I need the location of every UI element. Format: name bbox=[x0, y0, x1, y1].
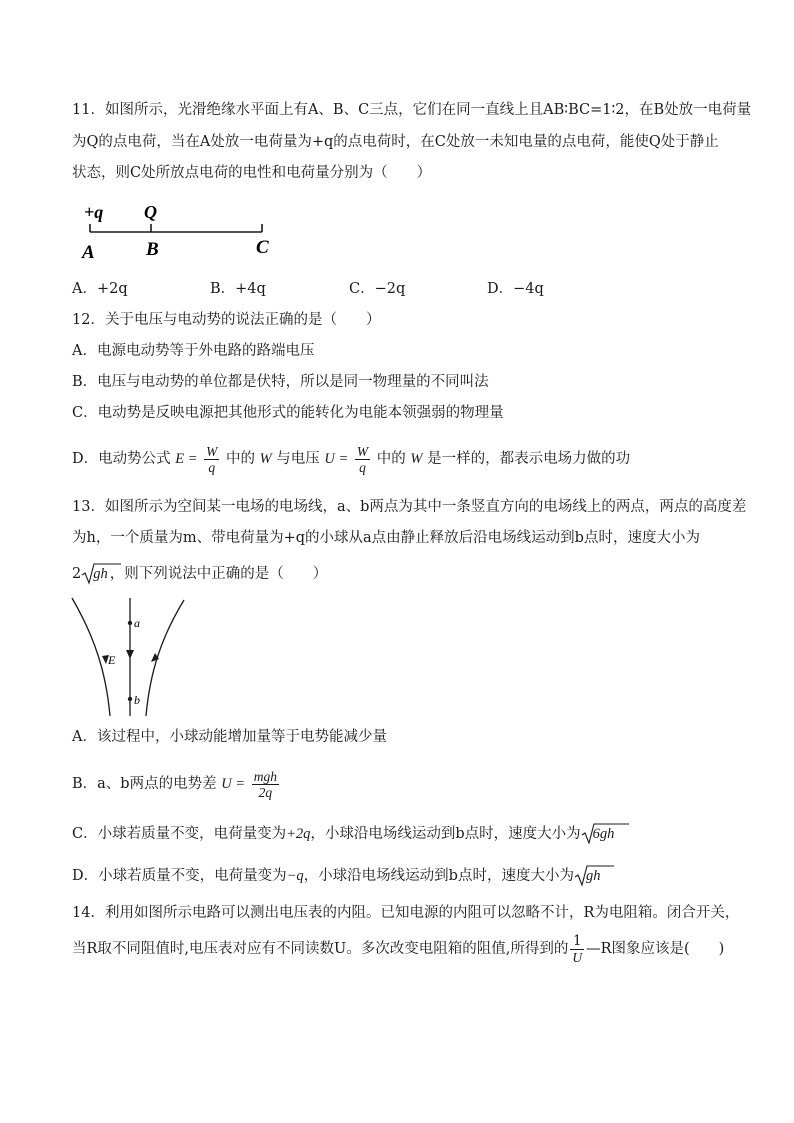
q13-option-d-radical-sign bbox=[574, 864, 614, 888]
q12-option-d-post: 是一样的，都表示电场力做的功 bbox=[427, 451, 631, 467]
q11-option-a[interactable]: A．+2q bbox=[72, 281, 128, 297]
q11-label-Q: Q bbox=[144, 202, 157, 222]
q13-point-b bbox=[128, 697, 132, 701]
q13-option-b-fraction bbox=[252, 769, 279, 800]
q12-eq-e: E = bbox=[175, 451, 198, 467]
q13-option-d[interactable] bbox=[72, 864, 602, 888]
q14-stem-line2 bbox=[72, 929, 724, 969]
q14-stem-line2-pre: 当R取不同阻值时,电压表对应有不同读数U。多次改变电阻箱的阻值,所得到的 bbox=[72, 941, 569, 957]
q14-stem-line1: 14．利用如图所示电路可以测出电压表的内阻。已知电源的内阻可以忽略不计，R为电阻箱。闭合开关， bbox=[72, 905, 740, 921]
q12-option-d-mid2: 与电压 bbox=[276, 451, 320, 467]
q11-option-d[interactable]: D．−4q bbox=[487, 281, 544, 297]
q13-option-d-mid: ，小球沿电场线运动到b点时，速度大小为 bbox=[303, 868, 574, 884]
q14-frac-den: U bbox=[572, 949, 583, 965]
q13-option-c[interactable] bbox=[72, 822, 616, 846]
q13-option-c-pre: C．小球若质量不变，电荷量变为 bbox=[72, 826, 287, 842]
q14-fraction bbox=[570, 934, 584, 965]
q13-stem-line3 bbox=[72, 562, 327, 586]
q13-option-b-den: 2q bbox=[258, 784, 273, 800]
q12-option-c[interactable]: C．电动势是反映电源把其他形式的能转化为电能本领强弱的物理量 bbox=[72, 405, 504, 421]
q13-point-a bbox=[128, 621, 132, 625]
q12-option-b[interactable]: B．电压与电动势的单位都是伏特，所以是同一物理量的不同叫法 bbox=[72, 374, 489, 390]
q12-sym-w2: W bbox=[410, 451, 423, 467]
q13-label-a: a bbox=[134, 616, 140, 630]
q13-option-c-sqrt: 6gh bbox=[581, 822, 617, 846]
q13-option-c-val: +2q bbox=[286, 826, 311, 842]
q11-stem-line1: 11．如图所示，光滑绝缘水平面上有A、B、C三点，它们在同一直线上且AB∶BC=1∶2，在B处放一电荷量 bbox=[72, 102, 752, 118]
q11-option-c[interactable]: C．−2q bbox=[349, 281, 406, 297]
q12-fraction-2 bbox=[355, 444, 370, 475]
q13-option-b-num: mgh bbox=[253, 768, 277, 784]
q13-option-d-sqrt: gh bbox=[574, 864, 603, 888]
q12-frac1-num: W bbox=[206, 443, 218, 459]
q12-eq-u: U = bbox=[324, 451, 349, 467]
q13-option-d-pre: D．小球若质量不变，电荷量变为 bbox=[72, 868, 287, 884]
q12-option-d[interactable] bbox=[72, 440, 630, 478]
q13-radical-sign bbox=[81, 562, 121, 586]
q13-stem-line3-post: ，则下列说法中正确的是（ ） bbox=[109, 566, 328, 582]
q12-option-d-mid3: 中的 bbox=[376, 451, 406, 467]
q13-option-b-pre: B．a、b两点的电势差 bbox=[72, 776, 217, 792]
q13-option-c-mid: ，小球沿电场线运动到b点时，速度大小为 bbox=[310, 826, 581, 842]
q13-stem-line2: 为h，一个质量为m、带电荷量为+q的小球从a点由静止释放后沿电场线运动到b点时，速度大小为 bbox=[72, 530, 700, 546]
q13-label-b: b bbox=[134, 693, 140, 707]
q12-stem: 12．关于电压与电动势的说法正确的是（ ） bbox=[72, 312, 381, 328]
q12-fraction-1 bbox=[204, 444, 219, 475]
q13-option-c-radical-sign bbox=[581, 822, 631, 846]
q14-frac-num: 1 bbox=[570, 934, 584, 950]
q11-figure bbox=[80, 198, 280, 266]
q12-option-a[interactable]: A．电源电动势等于外电路的路端电压 bbox=[72, 343, 315, 359]
q12-frac1-den: q bbox=[208, 459, 216, 475]
q13-field-lines-figure bbox=[66, 596, 196, 718]
q13-label-e: E bbox=[108, 653, 116, 667]
q11-stem-line2: 为Q的点电荷，当在A处放一电荷量为+q的点电荷时，在C处放一未知电量的点电荷，能使Q处于静止 bbox=[72, 134, 719, 150]
q13-coef: 2 bbox=[72, 566, 82, 582]
q11-option-b[interactable]: B．+4q bbox=[210, 281, 266, 297]
q13-sqrt-gh: gh bbox=[81, 562, 110, 586]
q13-stem-line1: 13．如图所示为空间某一电场的电场线，a、b两点为其中一条竖直方向的电场线上的两点，两点的高度差 bbox=[72, 499, 747, 515]
q13-center-arrow-icon bbox=[126, 650, 134, 659]
q13-option-b[interactable] bbox=[72, 764, 281, 804]
q11-label-A: A bbox=[82, 242, 95, 263]
q13-right-field-line bbox=[146, 600, 184, 716]
q11-label-B: B bbox=[146, 239, 159, 260]
q11-label-C: C bbox=[256, 237, 269, 258]
q13-option-a[interactable]: A．该过程中，小球动能增加量等于电势能减少量 bbox=[72, 729, 387, 745]
q13-option-b-eq: U = bbox=[221, 776, 246, 792]
q12-option-d-mid: 中的 bbox=[225, 451, 255, 467]
q11-label-plus-q: +q bbox=[84, 202, 104, 222]
q12-sym-w1: W bbox=[259, 451, 272, 467]
q14-stem-line2-post: —R图象应该是( ) bbox=[586, 941, 725, 957]
q12-frac2-den: q bbox=[359, 459, 366, 475]
q13-option-d-val: −q bbox=[286, 868, 304, 884]
q12-option-d-pre: D．电动势公式 bbox=[72, 451, 171, 467]
q11-stem-line3: 状态，则C处所放点电荷的电性和电荷量分别为（ ） bbox=[72, 165, 432, 181]
q12-frac2-num: W bbox=[356, 443, 369, 459]
